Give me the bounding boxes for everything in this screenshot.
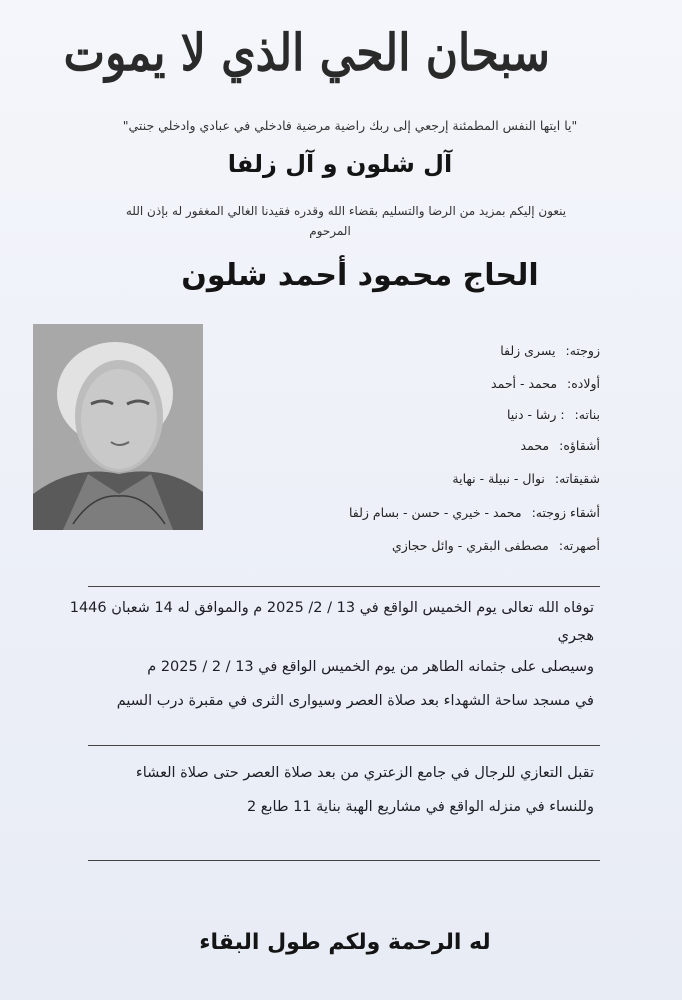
relative-row-sons (491, 376, 600, 391)
relative-row-daughters (507, 407, 600, 422)
quran-verse: "يا ايتها النفس المطمئنة إرجعي إلى ربك راضية مرضية فادخلي في عبادي وادخلي جنتي" (122, 118, 578, 133)
relative-label: بناته: (574, 407, 600, 422)
closing-phrase: له الرحمة ولكم طول البقاء (199, 930, 491, 955)
relative-value: محمد - أحمد (491, 376, 558, 391)
relative-label: أولاده: (567, 376, 600, 391)
condolences-line-1: تقبل التعازي للرجال في جامع الزعتري من بعد صلاة العصر حتى صلاة العشاء (135, 765, 594, 781)
condolences-line-2: وللنساء في منزله الواقع في مشاريع الهبة بناية 11 طابع 2 (246, 799, 594, 815)
relative-label: أصهرته: (558, 538, 600, 553)
death-notice-line-1: توفاه الله تعالى يوم الخميس الواقع في 13 / 2/ 2025 م والموافق له 14 شعبان 1446 (69, 600, 594, 616)
relative-value: : رشا - دنيا (506, 407, 565, 422)
divider-line (88, 745, 600, 746)
relative-value: نوال - نبيلة - نهاية (452, 471, 545, 486)
families-title: آل شلون و آل زلفا (227, 150, 453, 178)
relative-row-in-laws (392, 538, 600, 553)
relative-row-brothers (521, 438, 600, 453)
portrait-image (33, 324, 203, 530)
relative-label: شقيقاته: (554, 471, 600, 486)
relative-row-sisters (452, 471, 600, 486)
relative-value: محمد - خيري - حسن - بسام زلفا (348, 505, 522, 520)
relative-label: زوجته: (565, 343, 600, 358)
divider-line (88, 586, 600, 587)
announcement-text: ينعون إليكم بمزيد من الرضا والتسليم بقضاء الله وقدره فقيدنا الغالي المغفور له بإذن الله (125, 204, 567, 218)
relative-value: يسرى زلفا (500, 343, 556, 358)
death-notice-line-3: وسيصلى على جثمانه الطاهر من يوم الخميس الواقع في 13 / 2 / 2025 م (147, 659, 594, 675)
relative-value: مصطفى البقري - وائل حجازي (391, 538, 549, 553)
relative-label: أشقاؤه: (559, 438, 600, 453)
deceased-name: الحاج محمود أحمد شلون (181, 258, 539, 293)
calligraphy-header: سبحان الحي الذي لا يموت (63, 24, 550, 83)
relative-row-wife (500, 343, 600, 358)
relative-value: محمد (520, 438, 550, 453)
divider-line (88, 860, 600, 861)
death-notice-line-4: في مسجد ساحة الشهداء بعد صلاة العصر وسيوارى الثرى في مقبرة درب السيم (116, 693, 594, 709)
death-notice-line-2: هجري (557, 628, 594, 644)
deceased-photo (33, 324, 203, 530)
relative-row-wife-brothers (349, 505, 600, 520)
relative-label: أشقاء زوجته: (531, 505, 600, 520)
late-label: المرحوم (309, 224, 351, 238)
